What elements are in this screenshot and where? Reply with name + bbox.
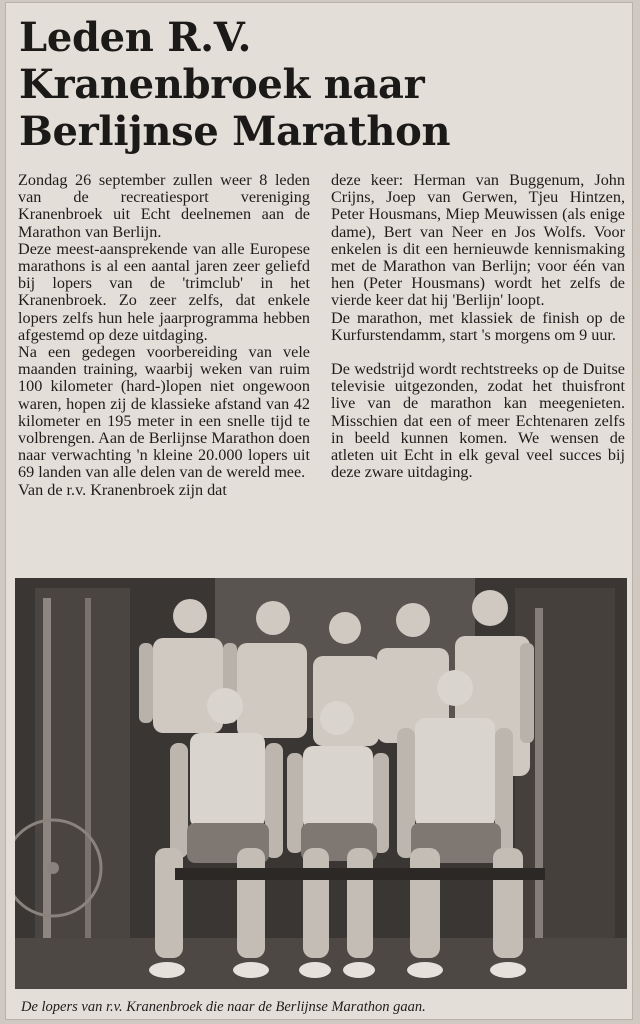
paragraph: deze keer: Herman van Buggenum, John Crijns, Joep van Gerwen, Tjeu Hintzen, Peter Housmans, Miep Meuwissen (als enige dame), Bert van Neer en Jos Wolfs. Voor enkelen is dit een hernieuwde kennismaking met de Marathon van Berlijn; voor één van hen (Peter Housmans) wordt het zelfs de vierde keer dat hij 'Berlijn' loopt. xyxy=(331,171,625,310)
paragraph: Deze meest-aansprekende van alle Europese marathons is al een aantal jaren zeer geliefd bij lopers van de 'trimclub' in het Kranenbroek. Zo zeer zelfs, dat enkele lopers zelfs hun hele jaarprogramma hebben afgestemd op deze uitdaging. xyxy=(18,239,310,344)
paragraph: Van de r.v. Kranenbroek zijn dat xyxy=(18,480,227,499)
team-photo xyxy=(15,578,627,989)
paragraph: De marathon, met klassiek de finish op de Kurfurstendamm, start 's morgens om 9 uur. xyxy=(331,308,625,344)
newspaper-clipping xyxy=(5,2,633,1020)
headline-line-1: Leden R.V. xyxy=(19,14,252,61)
paragraph: Na een gedegen voorbereiding van vele maanden training, waarbij weken van ruim 100 kilometer (hard-)lopen niet ongewoon waren, hopen zij de klassieke afstand van 42 kilometer en 195 meter in een snelle tijd te volbrengen. Aan de Berlijnse Marathon doen naar verwachting 'n kleine 20.000 lopers uit 69 landen van alle delen van de wereld mee. xyxy=(18,343,310,482)
paragraph: De wedstrijd wordt rechtstreeks op de Duitse televisie uitgezonden, zodat het thuisfront live van de marathon kan meegenieten. Misschien dat een of meer Echtenaren zelfs in beeld kunnen komen. We wensen de atleten uit Echt in elk geval veel succes bij deze zware uitdaging. xyxy=(331,360,625,482)
article-column-right xyxy=(331,172,625,481)
headline-line-2: Kranenbroek naar xyxy=(19,61,425,108)
headline-line-3: Berlijnse Marathon xyxy=(19,108,451,155)
article-column-left xyxy=(18,172,310,499)
headline xyxy=(19,14,619,155)
paragraph: Zondag 26 september zullen weer 8 leden van de recreatiesport vereniging Kranenbroek uit Echt deelnemen aan de Marathon van Berlijn. xyxy=(18,171,310,241)
photo-caption: De lopers van r.v. Kranenbroek die naar de Berlijnse Marathon gaan. xyxy=(21,999,426,1015)
